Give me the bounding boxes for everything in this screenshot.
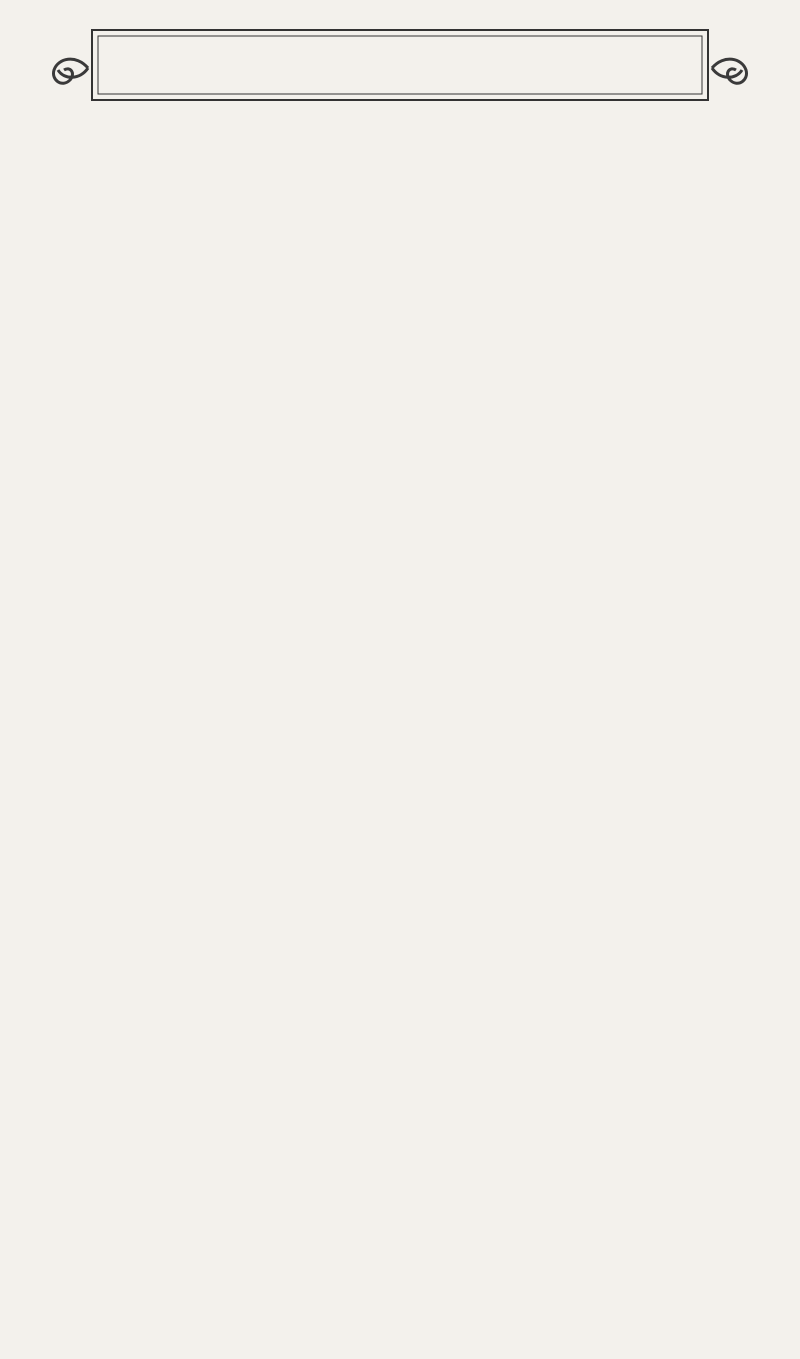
wavy-rule-top [280,282,720,296]
header-ornament-icon [30,18,770,108]
dingbat-title-icon [285,210,515,270]
wavy-rule-bottom [280,452,720,466]
